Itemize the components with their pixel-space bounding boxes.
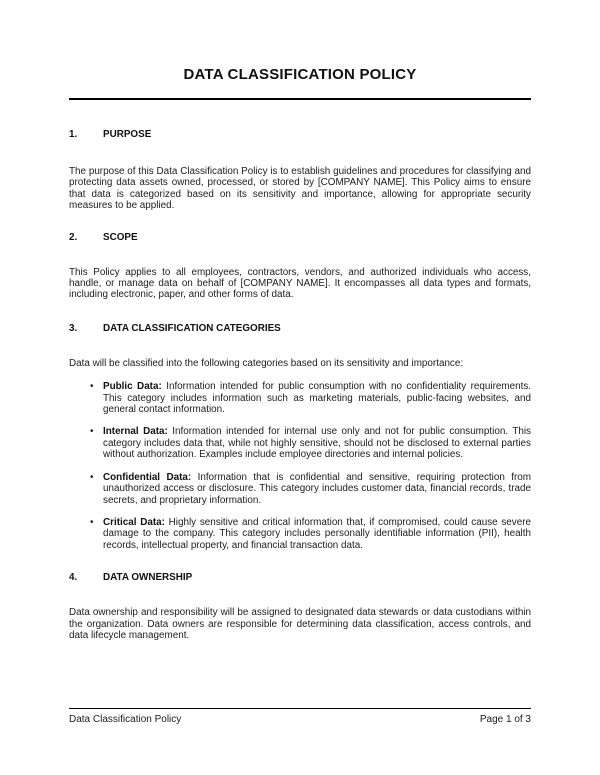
section-number: 1. xyxy=(69,129,78,140)
section-heading-categories xyxy=(69,323,531,335)
bullet-term: Confidential Data: xyxy=(103,471,192,483)
bullet-item-public-data xyxy=(90,381,531,415)
bullet-body xyxy=(103,472,531,506)
bullet-body xyxy=(103,381,531,415)
section-heading-label: SCOPE xyxy=(103,231,138,243)
bullet-marker: • xyxy=(90,381,94,393)
bullet-body xyxy=(103,426,531,460)
section-heading-label: DATA OWNERSHIP xyxy=(103,572,193,584)
section-number: 4. xyxy=(69,572,78,584)
section-paragraph: This Policy applies to all employees, contractors, vendors, and authorized individuals who access, handle, or manage data on behalf of [COMPANY NAME]. It encompasses all data types and formats, including electronic, paper, and other forms of data. xyxy=(69,266,531,301)
section-heading-ownership xyxy=(69,572,531,584)
section-paragraph: Data will be classified into the following categories based on its sensitivity and importance: xyxy=(69,357,464,369)
section-heading-label: DATA CLASSIFICATION CATEGORIES xyxy=(103,322,281,334)
section-heading-label: PURPOSE xyxy=(103,129,152,140)
bullet-text: Highly sensitive and critical information that, if compromised, could cause severe damage to the company. This category includes personally identifiable information (PII), health records, intellectual property, and financial transaction data. xyxy=(103,516,531,551)
bullet-text: Information that is confidential and sensitive, requiring protection from unauthorized access or disclosure. This category includes customer data, financial records, trade secrets, and proprietary information. xyxy=(103,471,531,506)
document-title: DATA CLASSIFICATION POLICY xyxy=(183,66,417,83)
section-number: 2. xyxy=(69,231,78,243)
bullet-marker: • xyxy=(90,471,94,483)
bullet-text: Information intended for public consumption with no confidentiality requirements. This category includes information such as marketing materials, public-facing websites, and general contact information. xyxy=(103,381,531,416)
bullet-marker: • xyxy=(90,516,94,528)
section-paragraph: Data ownership and responsibility will be assigned to designated data stewards or data custodians within the organization. Data owners are responsible for determining data classification, access controls, and data lifecycle management. xyxy=(69,607,531,641)
bullet-item-critical-data xyxy=(90,517,531,551)
footer-document-name: Data Classification Policy xyxy=(69,714,182,725)
footer-page-number: Page 1 of 3 xyxy=(479,714,531,725)
bullet-item-internal-data xyxy=(90,426,531,460)
page-footer xyxy=(69,708,531,726)
section-heading-scope xyxy=(69,232,531,244)
bullet-marker: • xyxy=(90,426,94,438)
section-paragraph: The purpose of this Data Classification Policy is to establish guidelines and procedures for classifying and protecting data assets owned, processed, or stored by [COMPANY NAME]. This Policy aims to ensure that data is categorized based on its sensitivity and importance, allowing for appropriate security measures to be applied. xyxy=(69,166,531,212)
section-heading-purpose xyxy=(69,129,531,141)
bullet-text: Information intended for internal use only and not for public consumption. This category includes data that, while not highly sensitive, should not be disclosed to external parties without authorization. Examples include employee directories and internal policies. xyxy=(103,426,531,461)
section-number: 3. xyxy=(69,322,78,334)
bullet-term: Public Data: xyxy=(103,381,162,393)
classification-bullet-list xyxy=(69,381,531,551)
bullet-body xyxy=(103,517,531,551)
bullet-term: Internal Data: xyxy=(103,426,168,438)
title-rule xyxy=(69,98,531,100)
bullet-term: Critical Data: xyxy=(103,516,165,528)
bullet-item-confidential-data xyxy=(90,472,531,506)
